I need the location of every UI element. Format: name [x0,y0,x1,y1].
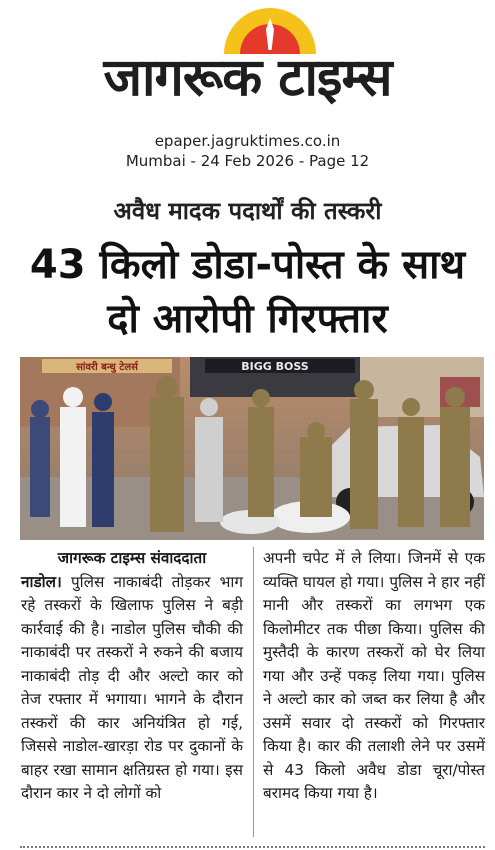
column-divider [253,547,254,837]
article-column-2 [263,547,485,806]
column-2-text: अपनी चपेट में ले लिया। जिनमें से एक व्यक्ति घायल हो गया। पुलिस ने हार नहीं मानी और तस्करों का लगभग एक किलोमीटर तक पीछा किया। पुलिस की मुस्तैदी के कारण तस्करों को घेर लिया गया और उन्हें पकड़ लिया गया। पुलिस ने अल्टो कार को जब्त कर लिया है और उसमें सवार दो तस्करों को गिरफ्तार किया है। कार की तलाशी लेने पर उसमें से 43 किलो अवैध डोडा चूरा/पोस्त बरामद किया गया है। [263,549,485,802]
edition-dateline: Mumbai - 24 Feb 2026 - Page 12 [125,152,370,170]
news-photo [20,357,484,540]
article-column-1 [21,547,243,806]
bottom-divider [20,846,485,848]
place-dateline: नाडोल। [21,572,62,591]
article-headline: 43 किलो डोडा-पोस्त के साथ दो आरोपी गिरफ्तार [29,242,466,342]
epaper-url[interactable]: epaper.jagruktimes.co.in [154,132,341,150]
column-1-text: पुलिस नाकाबंदी तोड़कर भाग रहे तस्करों के खिलाफ पुलिस ने बड़ी कार्रवाई की है। नाडोल पुलिस चौकी की नाकाबंदी पर तस्करों ने रुकने की बजाय नाकाबंदी तोड़ दी और अल्टो कार को तेज रफ्तार में भगाया। भागने के दौरान तस्करों की कार अनियंत्रित हो गई, जिससे नाडोल-खारड़ा रोड पर दुकानों के बाहर रखा सामान क्षतिग्रस्त हो गया। इस दौरान कार ने दो लोगों को [21,572,243,802]
byline: जागरूक टाइम्स संवाददाता [57,549,207,567]
newspaper-logo: जागरूक टाइम्स [103,48,392,108]
masthead [0,0,495,120]
article-kicker: अवैध मादक पदार्थों की तस्करी [113,197,382,225]
shop-sign-left-text: सांवरी बन्धु टेलर्स [76,362,138,373]
shop-sign-center-text: BIGG BOSS [241,360,309,373]
